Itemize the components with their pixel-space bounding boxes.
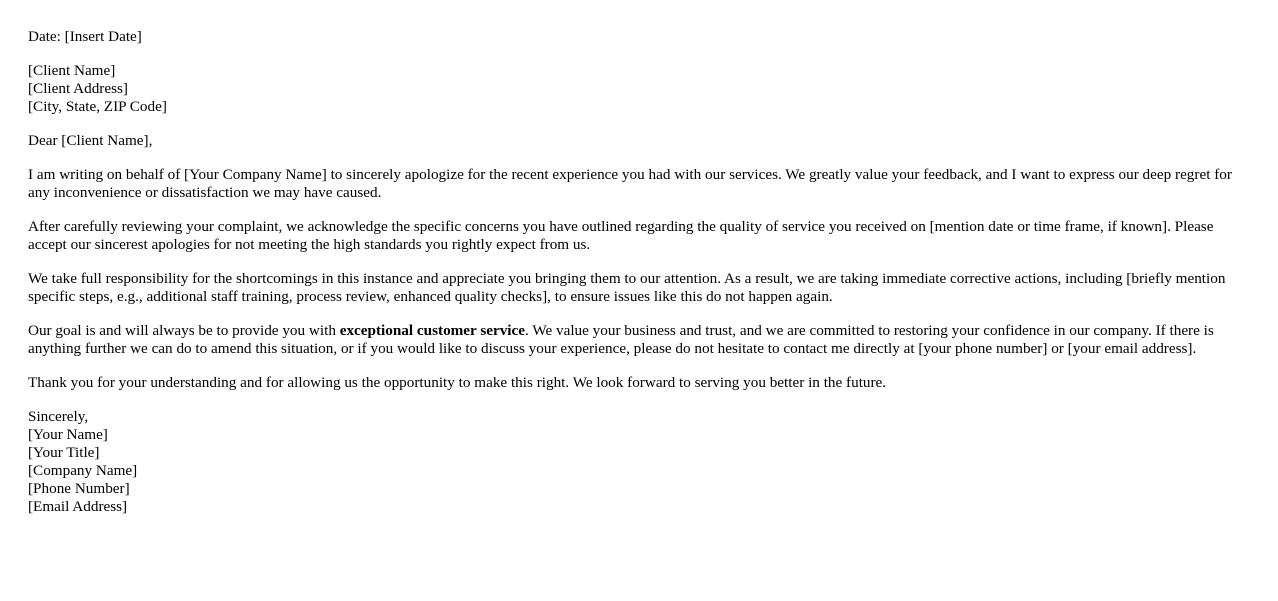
date-line: Date: [Insert Date]: [28, 28, 142, 45]
paragraph-4-text-end: . We value your business and trust, and we are committed to restoring your confidence in our company. If there is anything further we can do to amend this situation, or if you would like to discuss your experience, please do not hesitate to contact me directly at [your phone number] or [your email address].: [28, 322, 1214, 357]
recipient-block: [28, 62, 1253, 116]
salutation: Dear [Client Name],: [28, 132, 153, 149]
paragraph-4-text-start: Our goal is and will always be to provide you with: [28, 322, 340, 339]
signer-title: [Your Title]: [28, 444, 100, 461]
body-paragraph-5: Thank you for your understanding and for allowing us the opportunity to make this right. We look forward to serving you better in the future.: [28, 374, 887, 391]
letter-document: [28, 28, 1253, 532]
signer-email: [Email Address]: [28, 498, 128, 515]
signer-phone: [Phone Number]: [28, 480, 130, 497]
body-paragraph-2: After carefully reviewing your complaint, we acknowledge the specific concerns you have outlined regarding the quality of service you received on [mention date or time frame, if known]. Please accept our sincerest apologies for not meeting the high standards you rightly expect from us.: [28, 218, 1214, 253]
body-paragraph-1: I am writing on behalf of [Your Company Name] to sincerely apologize for the recent experience you had with our services. We greatly value your feedback, and I want to express our deep regret for any inconvenience or dissatisfaction we may have caused.: [28, 166, 1232, 201]
valediction: Sincerely,: [28, 408, 89, 425]
paragraph-4-emphasis: exceptional customer service: [339, 322, 526, 339]
body-paragraph-3: We take full responsibility for the shortcomings in this instance and appreciate you bringing them to our attention. As a result, we are taking immediate corrective actions, including [briefly mention specific steps, e.g., additional staff training, process review, enhanced quality checks], to ensure issues like this do not happen again.: [28, 270, 1226, 305]
body-paragraph-4: [28, 322, 1253, 358]
recipient-address: [Client Address]: [28, 80, 128, 97]
signer-company: [Company Name]: [28, 462, 138, 479]
closing-block: [28, 408, 1253, 516]
recipient-city-state-zip: [City, State, ZIP Code]: [28, 98, 167, 115]
signer-name: [Your Name]: [28, 426, 108, 443]
recipient-name: [Client Name]: [28, 62, 116, 79]
